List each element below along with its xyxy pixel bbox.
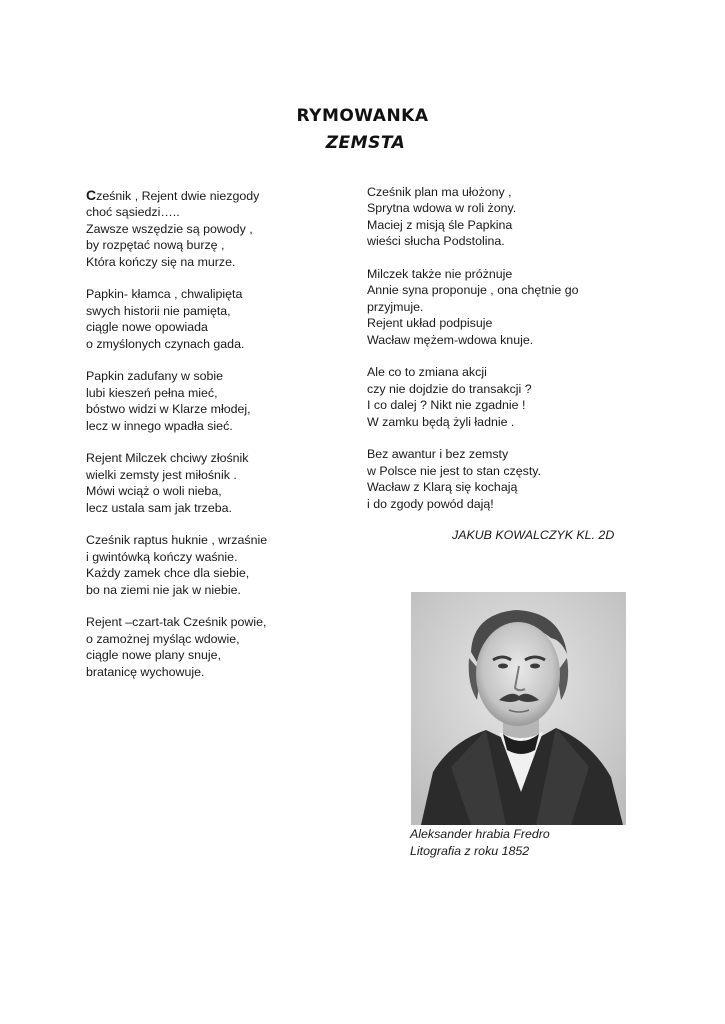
verse-line: Każdy zamek chce dla siebie,	[86, 566, 250, 581]
verse-line: W zamku będą żyli ładnie .	[367, 414, 515, 429]
verse-line: bo na ziemi nie jak w niebie.	[86, 582, 241, 597]
verse-line: i do zgody powód dają!	[367, 496, 494, 511]
verse-line: lecz w innego wpadła sieć.	[86, 418, 233, 433]
verse-line: ciągle nowe opowiada	[86, 320, 208, 335]
portrait-image	[411, 592, 626, 825]
verse-line: Annie syna proponuje , ona chętnie go	[367, 283, 579, 298]
verse-line: I co dalej ? Nikt nie zgadnie !	[367, 398, 526, 413]
portrait-caption	[410, 826, 550, 860]
poem-title: RYMOWANKA	[296, 106, 429, 126]
verse-line: Maciej z misją śle Papkina	[367, 217, 513, 232]
verse-line: Ale co to zmiana akcji	[367, 365, 487, 380]
verse-line: Wacław mężem-wdowa knuje.	[367, 332, 534, 347]
verse-line: Papkin zadufany w sobie	[86, 369, 224, 384]
stanza	[367, 184, 667, 250]
stanza	[367, 266, 667, 348]
verse-line: Która kończy się na murze.	[86, 254, 236, 269]
verse-line: i gwintówką kończy waśnie.	[86, 549, 238, 564]
caption-line: Aleksander hrabia Fredro	[410, 827, 550, 841]
verse-line: przyjmuje.	[367, 299, 424, 314]
verse-line: wieści słucha Podstolina.	[367, 234, 505, 249]
verse-line: by rozpętać nową burzę ,	[86, 238, 225, 253]
verse-line: bratanicę wychowuje.	[86, 664, 205, 679]
verse-line: ciągle nowe plany snuje,	[86, 648, 222, 663]
verse-line: swych historii nie pamięta,	[86, 303, 231, 318]
verse-line: Cześnik raptus huknie , wrzaśnie	[86, 533, 268, 548]
drop-cap: C	[86, 187, 97, 203]
verse-line: Milczek także nie próżnuje	[367, 267, 513, 282]
verse-line: Rejent –czart-tak Cześnik powie,	[86, 615, 267, 630]
verse-line: Wacław z Klarą się kochają	[367, 480, 518, 495]
verse-line: Papkin- kłamca , chwalipięta	[86, 287, 243, 302]
verse-line: o zmyślonych czynach gada.	[86, 336, 245, 351]
left-column	[86, 187, 346, 697]
stanza	[367, 446, 667, 512]
verse-line: Cześnik plan ma ułożony ,	[367, 185, 512, 199]
verse-line: lubi kieszeń pełna mieć,	[86, 385, 218, 400]
verse-line: Rejent układ podpisuje	[367, 316, 493, 331]
verse-line: czy nie dojdzie do transakcji ?	[367, 381, 532, 396]
stanza	[86, 368, 346, 434]
verse-line: Sprytna wdowa w roli żony.	[367, 201, 517, 216]
verse-line: o zamożnej myśląc wdowie,	[86, 631, 240, 646]
stanza	[86, 187, 346, 270]
verse-line: Mówi wciąż o woli nieba,	[86, 484, 222, 499]
verse-line: Bez awantur i bez zemsty	[367, 447, 509, 462]
poem-subtitle: ZEMSTA	[325, 133, 406, 153]
stanza	[86, 286, 346, 352]
stanza	[367, 364, 667, 430]
stanza	[86, 614, 346, 680]
stanza	[86, 532, 346, 598]
verse-line: Cześnik , Rejent dwie niezgody	[86, 187, 260, 203]
verse-line: bóstwo widzi w Klarze młodej,	[86, 402, 251, 417]
verse-line: choć sąsiedzi…..	[86, 205, 180, 220]
stanza	[86, 450, 346, 516]
right-column	[367, 184, 667, 528]
verse-line: lecz ustala sam jak trzeba.	[86, 500, 232, 515]
caption-line: Litografia z roku 1852	[410, 844, 530, 858]
author-signature: JAKUB KOWALCZYK KL. 2D	[452, 528, 615, 542]
portrait-illustration	[411, 592, 626, 825]
verse-line: Zawsze wszędzie są powody ,	[86, 221, 253, 236]
verse-line: Rejent Milczek chciwy złośnik	[86, 451, 249, 466]
verse-line: w Polsce nie jest to stan częsty.	[367, 463, 542, 478]
verse-line: wielki zemsty jest miłośnik .	[86, 467, 237, 482]
